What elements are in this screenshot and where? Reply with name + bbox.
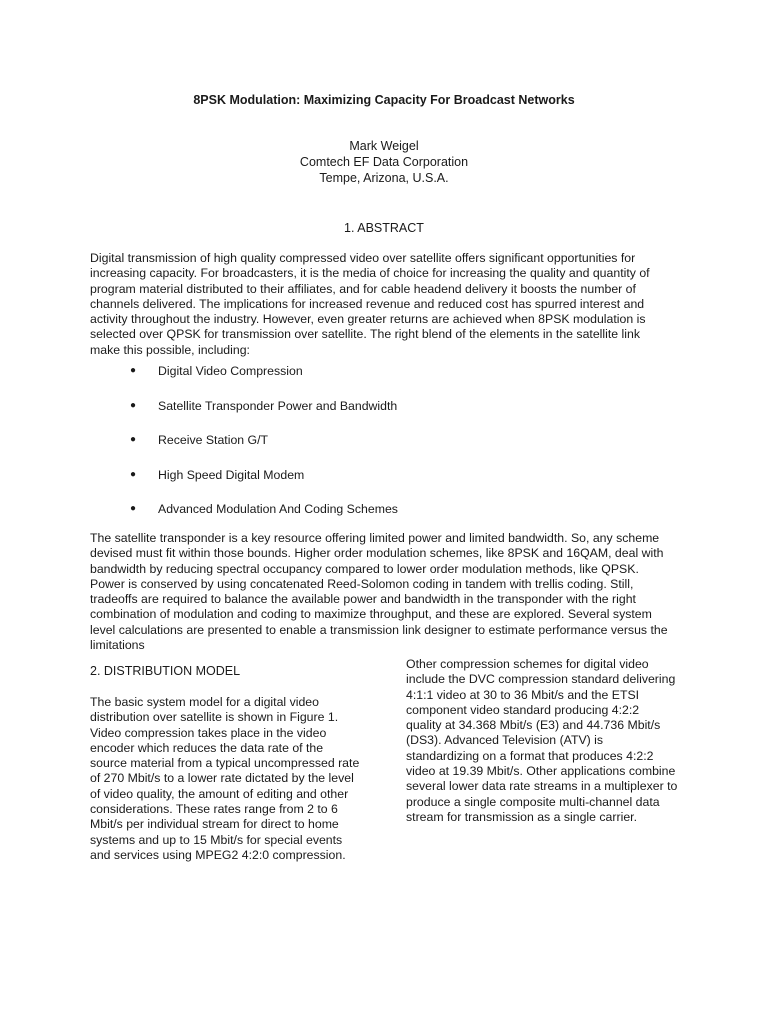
list-item [130,466,398,501]
list-item [130,397,398,432]
list-item [130,500,398,535]
bullet-icon: ● [130,503,137,514]
bullet-text: High Speed Digital Modem [158,467,305,482]
bullet-text: Receive Station G/T [158,433,269,447]
bullet-text: Advanced Modulation And Coding Schemes [158,502,398,516]
abstract-followup-paragraph: The satellite transponder is a key resource offering limited power and limited bandwidth. So, any scheme devised must fit within those bounds. Higher order modulation schemes, like 8PSK and 16QAM, deal with bandwidth by reducing spectral occupancy compared to lower order modulation methods, like QPSK. Power is conserved by using concatenated Reed-Solomon coding in tandem with trellis coding. Still, tradeoffs are required to balance the available power and bandwidth in the transponder with the right combination of modulation and coding to maximize throughput, and these are explored. Several system level calculations are presented to enable a transmission link designer to estimate performance versus the limitations [90,531,668,653]
list-item [130,431,398,466]
bullet-icon: ● [130,468,137,480]
bullet-text: Digital Video Compression [158,364,303,378]
abstract-bullet-list [130,362,398,535]
author-affiliation: Comtech EF Data Corporation [299,155,469,169]
distribution-heading: 2. DISTRIBUTION MODEL [90,664,241,678]
abstract-heading: 1. ABSTRACT [344,221,424,235]
bullet-icon: ● [130,365,137,376]
bullet-text: Satellite Transponder Power and Bandwidth [158,398,398,413]
author-location: Tempe, Arizona, U.S.A. [319,171,449,185]
paper-title: 8PSK Modulation: Maximizing Capacity For Broadcast Networks [193,93,575,107]
author-block [0,138,768,186]
list-item [130,362,398,397]
bullet-icon: ● [130,399,137,411]
abstract-paragraph: Digital transmission of high quality compressed video over satellite offers significant opportunities for increasing capacity. For broadcasters, it is the media of choice for increasing the quality and quantity of program material distributed to their affiliates, and for cable headend delivery it boosts the number of channels delivered. The implications for increased revenue and reduced cost has spurred interest and activity throughout the industry. However, even greater returns are achieved when 8PSK modulation is selected over QPSK for transmission over satellite. The right blend of the elements in the satellite link make this possible, including: [90,251,650,357]
bullet-icon: ● [130,434,137,445]
author-name: Mark Weigel [349,139,419,153]
distribution-left-paragraph: The basic system model for a digital video distribution over satellite is shown in Figure 1. Video compression takes place in the video encoder which reduces the data rate of the source material from a typical uncompressed rate of 270 Mbit/s to a lower rate dictated by the level of video quality, the amount of editing and other considerations. These rates range from 2 to 6 Mbit/s per individual stream for direct to home systems and up to 15 Mbit/s for special events and services using MPEG2 4:2:0 compression. [90,695,360,862]
distribution-right-paragraph: Other compression schemes for digital video include the DVC compression standard delivering 4:1:1 video at 30 to 36 Mbit/s and the ETSI component video standard producing 4:2:2 quality at 34.368 Mbit/s (E3) and 44.736 Mbit/s (DS3). Advanced Television (ATV) is standardizing on a format that produces 4:2:2 video at 19.39 Mbit/s. Other applications combine several lower data rate streams in a multiplexer to produce a single composite multi-channel data stream for transmission as a single carrier. [406,657,678,824]
